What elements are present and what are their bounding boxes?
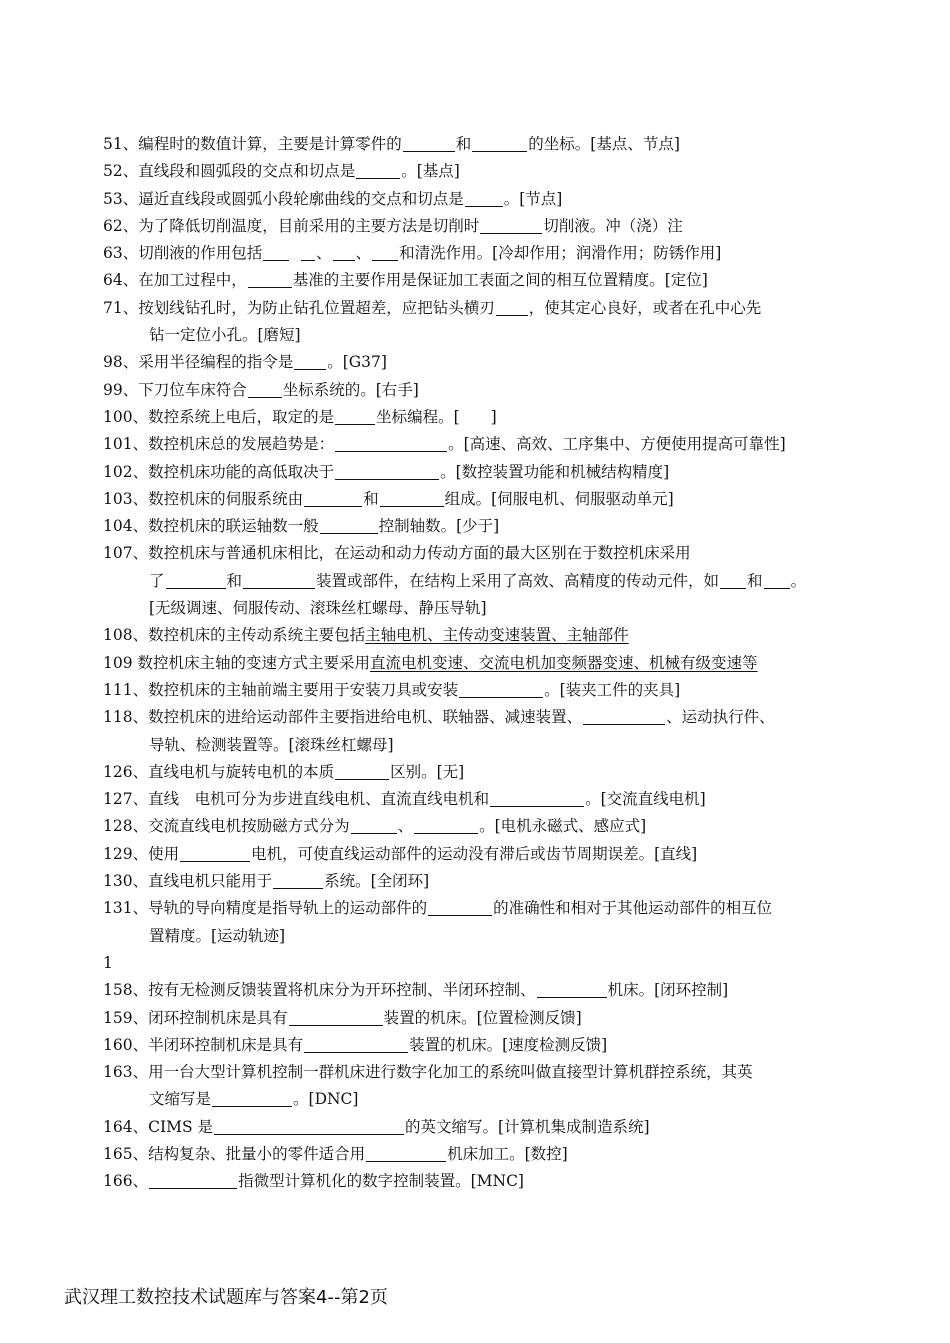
answer-blank [320, 516, 378, 534]
answer-blank [301, 243, 315, 261]
page-marker: 1 [103, 953, 113, 972]
answer-blank [304, 1035, 408, 1053]
answer-blank [335, 762, 389, 780]
question-99: 99、下刀位车床符合 坐标系统的。[右手] [103, 380, 419, 399]
question-104: 104、数控机床的联运轴数一般 控制轴数。[少于] [103, 517, 500, 536]
answer-blank [351, 816, 397, 834]
answer-blank [480, 216, 542, 234]
answer-blank [248, 270, 292, 288]
answer-blank [459, 680, 543, 698]
answer-blank [304, 489, 362, 507]
question-129: 129、使用 电机，可使直线运动部件的运动没有滞后或齿节周期误差。[直线] [103, 844, 698, 863]
answer-blank [166, 571, 226, 589]
question-63: 63、切削液的作用包括 、 、 和清洗作用。[冷却作用；润滑作用；防锈作用] [103, 244, 722, 263]
question-131: 131、导轨的导向精度是指导轨上的运动部件的 的准确性和相对于其他运动部件的相互位 [103, 899, 773, 918]
question-71-continued: 钻一定位小孔。[磨短] [149, 326, 301, 345]
answer-blank [380, 489, 444, 507]
answer-blank [263, 243, 289, 261]
question-51: 51、编程时的数值计算，主要是计算零件的 和 的坐标。[基点、节点] [103, 135, 680, 153]
answer-blank [248, 380, 282, 398]
page-footer: 武汉理工数控技术试题库与答案4--第2页 [64, 1287, 388, 1308]
question-131-continued: 置精度。[运动轨迹] [149, 926, 286, 945]
answer-blank [214, 1117, 404, 1135]
question-108: 108、数控机床的主传动系统主要包括主轴电机、主传动变速装置、主轴部件 [103, 626, 629, 645]
answer-blank [180, 844, 250, 862]
answer-blank [403, 134, 455, 152]
answer-blank [243, 571, 315, 589]
question-163-continued: 文缩写是 。[DNC] [149, 1090, 359, 1109]
question-118: 118、数控机床的进给运动部件主要指进给电机、联轴器、减速装置、 、运动执行件、 [103, 708, 775, 727]
question-164: 164、CIMS 是 的英文缩写。[计算机集成制造系统] [103, 1117, 650, 1136]
answer-blank [414, 816, 478, 834]
question-160: 160、半闭环控制机床是具有 装置的机床。[速度检测反馈] [103, 1035, 608, 1054]
question-159: 159、闭环控制机床是具有 装置的机床。[位置检测反馈] [103, 1008, 582, 1027]
answer-blank [294, 352, 326, 370]
question-166: 166、 指微型计算机化的数字控制装置。[MNC] [103, 1172, 524, 1191]
answer-blank [366, 1144, 446, 1162]
answer-blank [472, 134, 527, 152]
answer-blank [333, 243, 355, 261]
answer-blank [335, 462, 439, 480]
question-130: 130、直线电机只能用于 系统。[全闭环] [103, 872, 430, 891]
question-107-continued: 了 和 装置或部件，在结构上采用了高效、高精度的传动元件，如 和 。 [149, 571, 807, 590]
answer-blank [490, 789, 584, 807]
answer-blank [465, 189, 503, 207]
answer-blank [212, 1089, 292, 1107]
question-128: 128、交流直线电机按励磁方式分为 、 。[电机永磁式、感应式] [103, 817, 647, 836]
question-100: 100、数控系统上电后，取定的是 坐标编程。[ ] [103, 407, 497, 426]
question-107: 107、数控机床与普通机床相比，在运动和动力传动方面的最大区别在于数控机床采用 [103, 544, 691, 563]
answer-blank [583, 707, 665, 725]
question-71: 71、按划线钻孔时，为防止钻孔位置超差，应把钻头横刃 ，使其定心良好，或者在孔中心先 [103, 298, 762, 317]
question-126: 126、直线电机与旋转电机的本质 区别。[无] [103, 762, 465, 781]
answer-blank [356, 161, 400, 179]
question-109: 109 数控机床主轴的变速方式主要采用直流电机变速、交流电机加变频器变速、机械有级变速等 [103, 653, 758, 672]
question-127: 127、直线 电机可分为步进直线电机、直流直线电机和 。[交流直线电机] [103, 790, 706, 809]
answer-blank [720, 571, 746, 589]
question-165: 165、结构复杂、批量小的零件适合用 机床加工。[数控] [103, 1144, 568, 1163]
question-53: 53、逼近直线段或圆弧小段轮廓曲线的交点和切点是 。[节点] [103, 189, 563, 208]
question-118-continued: 导轨、检测装置等。[滚珠丝杠螺母] [149, 735, 394, 754]
question-98: 98、采用半径编程的指令是 。[G37] [103, 353, 387, 372]
question-101: 101、数控机床总的发展趋势是： 。[高速、高效、工序集中、方便使用提高可靠性] [103, 435, 786, 454]
answer-blank [428, 898, 492, 916]
question-103: 103、数控机床的伺服系统由 和 组成。[伺服电机、伺服驱动单元] [103, 489, 674, 508]
answer-blank [764, 571, 790, 589]
question-158: 158、按有无检测反馈装置将机床分为开环控制、半闭环控制、 机床。[闭环控制] [103, 981, 729, 1000]
answer-blank [496, 298, 528, 316]
answer-blank [149, 1171, 237, 1189]
answer-blank [273, 871, 323, 889]
question-107-answer: [无级调速、伺服传动、滚珠丝杠螺母、静压导轨] [149, 599, 487, 618]
question-62: 62、为了降低切削温度，目前采用的主要方法是切削时 切削液。冲（浇）注 [103, 216, 683, 235]
question-52: 52、直线段和圆弧段的交点和切点是 。[基点] [103, 162, 460, 181]
answer-blank [335, 407, 375, 425]
question-111: 111、数控机床的主轴前端主要用于安装刀具或安装 。[装夹工件的夹具] [103, 680, 681, 699]
answer-blank [537, 980, 607, 998]
question-102: 102、数控机床功能的高低取决于 。[数控装置功能和机械结构精度] [103, 462, 670, 481]
answer-blank [289, 1008, 383, 1026]
answer-blank [372, 243, 398, 261]
answer-blank [335, 434, 447, 452]
question-64: 64、在加工过程中， 基准的主要作用是保证加工表面之间的相互位置精度。[定位] [103, 271, 708, 290]
question-list [103, 131, 903, 1196]
question-163: 163、用一台大型计算机控制一群机床进行数字化加工的系统叫做直接型计算机群控系统，其英 [103, 1063, 753, 1082]
